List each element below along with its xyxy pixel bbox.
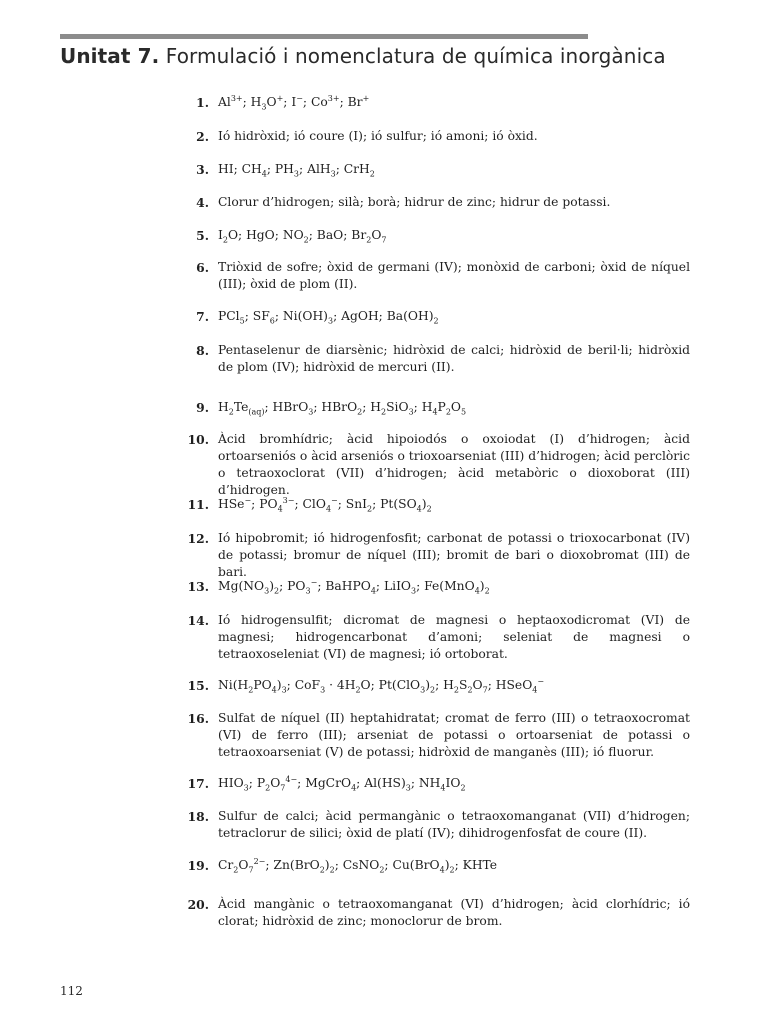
item-text: Ió hipobromit; ió hidrogenfosfit; carbonat de potassi o trioxocarbonat (IV) de potassi; bromur de níquel (III); bromit de bari o dioxobromat (III) de bari. (218, 531, 690, 579)
list-item (180, 259, 690, 293)
item-number: 6. (196, 260, 209, 275)
list-item (180, 677, 690, 694)
page-header (60, 44, 666, 68)
item-number: 12. (187, 531, 209, 546)
item-number: 2. (196, 129, 209, 144)
item-number: 7. (196, 309, 209, 324)
list-item (180, 342, 690, 376)
list-item (180, 128, 690, 145)
item-text: HSe−; $PO_4^{3-}$; ClO$_4$−; SnI$_2$; $Pt(SO_4)_2$ (218, 495, 432, 514)
item-text: Ió hidròxid; ió coure (I); ió sulfur; ió amoni; ió òxid. (218, 129, 538, 143)
item-text: $Mg(NO_3)_2$; $PO_3^-$; BaHPO$_4$; LiIO$_3$; $Fe(MnO_4)_2$ (218, 577, 490, 596)
item-text: Àcid mangànic o tetraoxomanganat (VI) d’hidrogen; àcid clorhídric; ió clorat; hidròxid de zinc; monoclorur de brom. (218, 897, 690, 928)
item-number: 3. (196, 162, 209, 177)
list-item (180, 496, 690, 513)
item-number: 10. (187, 432, 209, 447)
item-text: Triòxid de sofre; òxid de germani (IV); monòxid de carboni; òxid de níquel (III); òxid de plom (II). (218, 260, 690, 291)
list-item (180, 710, 690, 761)
list-item (180, 775, 690, 792)
item-text: Sulfat de níquel (II) heptahidratat; cromat de ferro (III) o tetraoxocromat (VI) de ferro (III); arseniat de potassi o ortoarseniat de potassi o tetraoxoarseniat (V) de potassi; hidròxid de manganès (III); ió fluorur. (218, 711, 690, 759)
item-text: Àcid bromhídric; àcid hipoiodós o oxoiodat (I) d’hidrogen; àcid ortoarseniós o àcid arseniós o trioxoarseniat (III) d’hidrogen; àcid perclòric o tetraoxoclorat (VII) d’hidrogen; àcid metabòric o dioxoborat (III) d’hidrogen. (218, 432, 690, 497)
item-number: 20. (187, 897, 209, 912)
item-number: 5. (196, 228, 209, 243)
item-number: 8. (196, 343, 209, 358)
item-text: PCl$_5$; $SF_6$; $Ni(OH)_3$; AgOH; $Ba(OH)_2$ (218, 309, 439, 326)
item-text: Sulfur de calci; àcid permangànic o tetraoxomanganat (VII) d’hidrogen; tetraclorur de silici; òxid de platí (IV); dihidrogenfosfat de coure (II). (218, 809, 690, 840)
list-item (180, 227, 690, 244)
list-item (180, 612, 690, 663)
item-number: 13. (187, 579, 209, 594)
list-item (180, 194, 690, 211)
unit-label: Unitat 7. (60, 44, 160, 68)
item-number: 15. (187, 678, 209, 693)
list-item (180, 94, 690, 111)
item-number: 16. (187, 711, 209, 726)
item-number: 4. (196, 195, 209, 210)
item-number: 19. (187, 858, 209, 873)
item-text: $Al^{3+}$; $H_3O^+$; I−; $Co^{3+}$; Br+ (218, 93, 370, 112)
item-text: $Cr_2O_7^{2-}$; $Zn(BrO_2)_2$; CsNO$_2$; $Cu(BrO_4)_2$; KHTe (218, 856, 498, 875)
list-item (180, 578, 690, 595)
list-item (180, 857, 690, 874)
page-number: 112 (60, 984, 83, 998)
unit-title: Formulació i nomenclatura de química inorgànica (165, 44, 666, 68)
list-item (180, 530, 690, 581)
header-rule (60, 34, 588, 39)
item-number: 9. (196, 400, 209, 415)
list-item (180, 399, 690, 416)
item-text: $HIO_3$; $P_2O_7^{4-}$; MgCrO$_4$; $Al(HS)_3$; $NH_4IO_2$ (218, 774, 466, 793)
item-text: $Ni(H_2PO_4)_3$; $CoF_3 \cdot 4H_2O$; $Pt(ClO_3)_2$; $H_2S_2O_7$; HSeO$_4$− (218, 676, 545, 695)
list-item (180, 896, 690, 930)
list-item (180, 431, 690, 499)
item-text: $H_2Te_{(aq)}$; HBrO$_3$; HBrO$_2$; $H_2SiO_3$; $H_4P_2O_5$ (218, 400, 467, 417)
item-text: $I_2O$; HgO; $NO_2$; BaO; $Br_2O_7$ (218, 228, 387, 245)
list-item (180, 161, 690, 178)
item-number: 1. (196, 95, 209, 110)
item-number: 11. (187, 497, 209, 512)
list-item (180, 308, 690, 325)
item-text: Pentaselenur de diarsènic; hidròxid de calci; hidròxid de beril·li; hidròxid de plom (IV); hidròxid de mercuri (II). (218, 343, 690, 374)
item-text: HI; $CH_4$; $PH_3$; AlH$_3$; CrH$_2$ (218, 162, 375, 179)
item-text: Ió hidrogensulfit; dicromat de magnesi o heptaoxodicromat (VI) de magnesi; hidrogencarbonat d’amoni; seleniat de magnesi o tetraoxoseleniat (VI) de magnesi; ió ortoborat. (218, 613, 690, 661)
item-number: 18. (187, 809, 209, 824)
item-number: 14. (187, 613, 209, 628)
item-number: 17. (187, 776, 209, 791)
list-item (180, 808, 690, 842)
item-text: Clorur d’hidrogen; silà; borà; hidrur de zinc; hidrur de potassi. (218, 195, 611, 209)
